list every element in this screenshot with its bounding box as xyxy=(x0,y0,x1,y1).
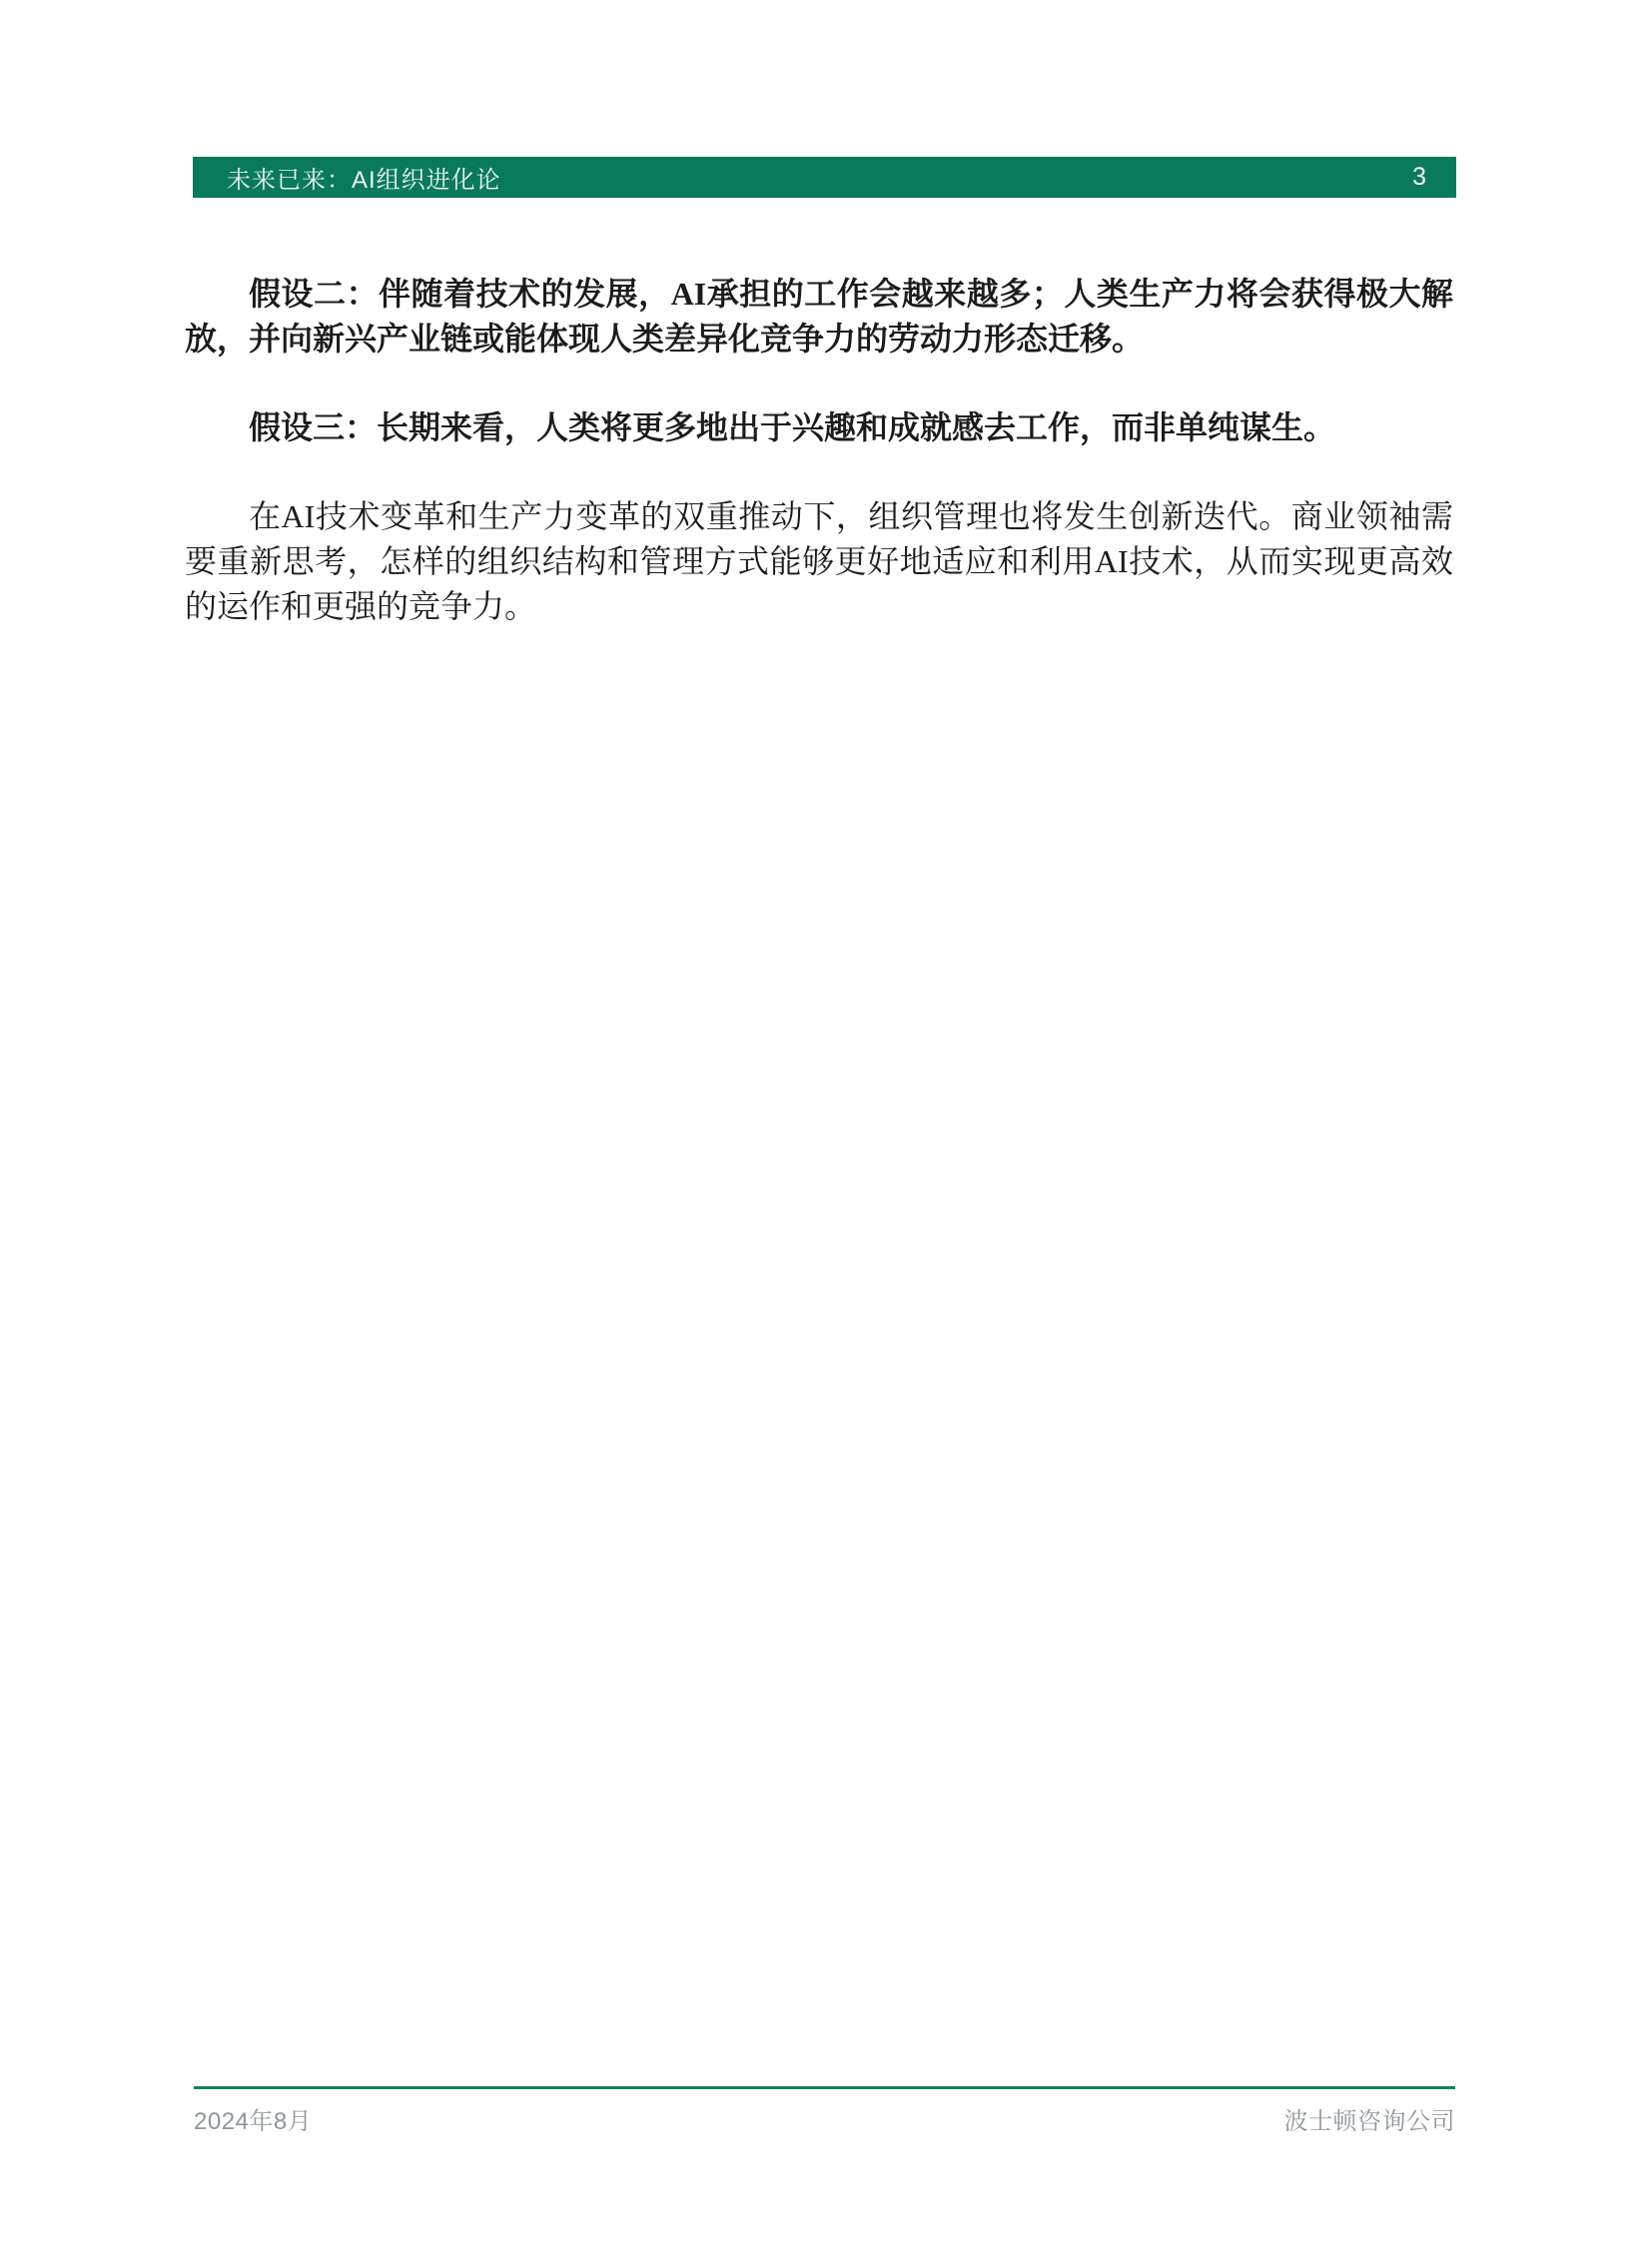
footer xyxy=(194,2101,1455,2136)
page-number: 3 xyxy=(1412,163,1426,191)
paragraph-lead: 假设二： xyxy=(249,276,380,312)
header-title: 未来已来：AI组织进化论 xyxy=(227,167,501,194)
paragraph-hypothesis-2 xyxy=(185,272,1453,362)
paragraph-hypothesis-3 xyxy=(185,405,1453,450)
footer-divider xyxy=(194,2086,1455,2089)
paragraph-text: 长期来看，人类将更多地出于兴趣和成就感去工作，而非单纯谋生。 xyxy=(377,409,1336,445)
paragraph-text: 伴随着技术的发展，AI承担的工作会越来越多；人类生产力将会获得极大解放，并向新兴产业链或能体现人类差异化竞争力的劳动力形态迁移。 xyxy=(185,276,1453,357)
header-bar xyxy=(193,157,1456,198)
body-text xyxy=(185,272,1453,673)
paragraph-lead: 假设三： xyxy=(249,409,378,445)
footer-date: 2024年8月 xyxy=(194,2108,313,2135)
footer-company: 波士顿咨询公司 xyxy=(1283,2108,1455,2135)
paragraph-text: 在AI技术变革和生产力变革的双重推动下，组织管理也将发生创新迭代。商业领袖需要重新思考，怎样的组织结构和管理方式能够更好地适应和利用AI技术，从而实现更高效的运作和更强的竞争力。 xyxy=(185,498,1453,624)
paragraph-conclusion xyxy=(185,494,1453,629)
